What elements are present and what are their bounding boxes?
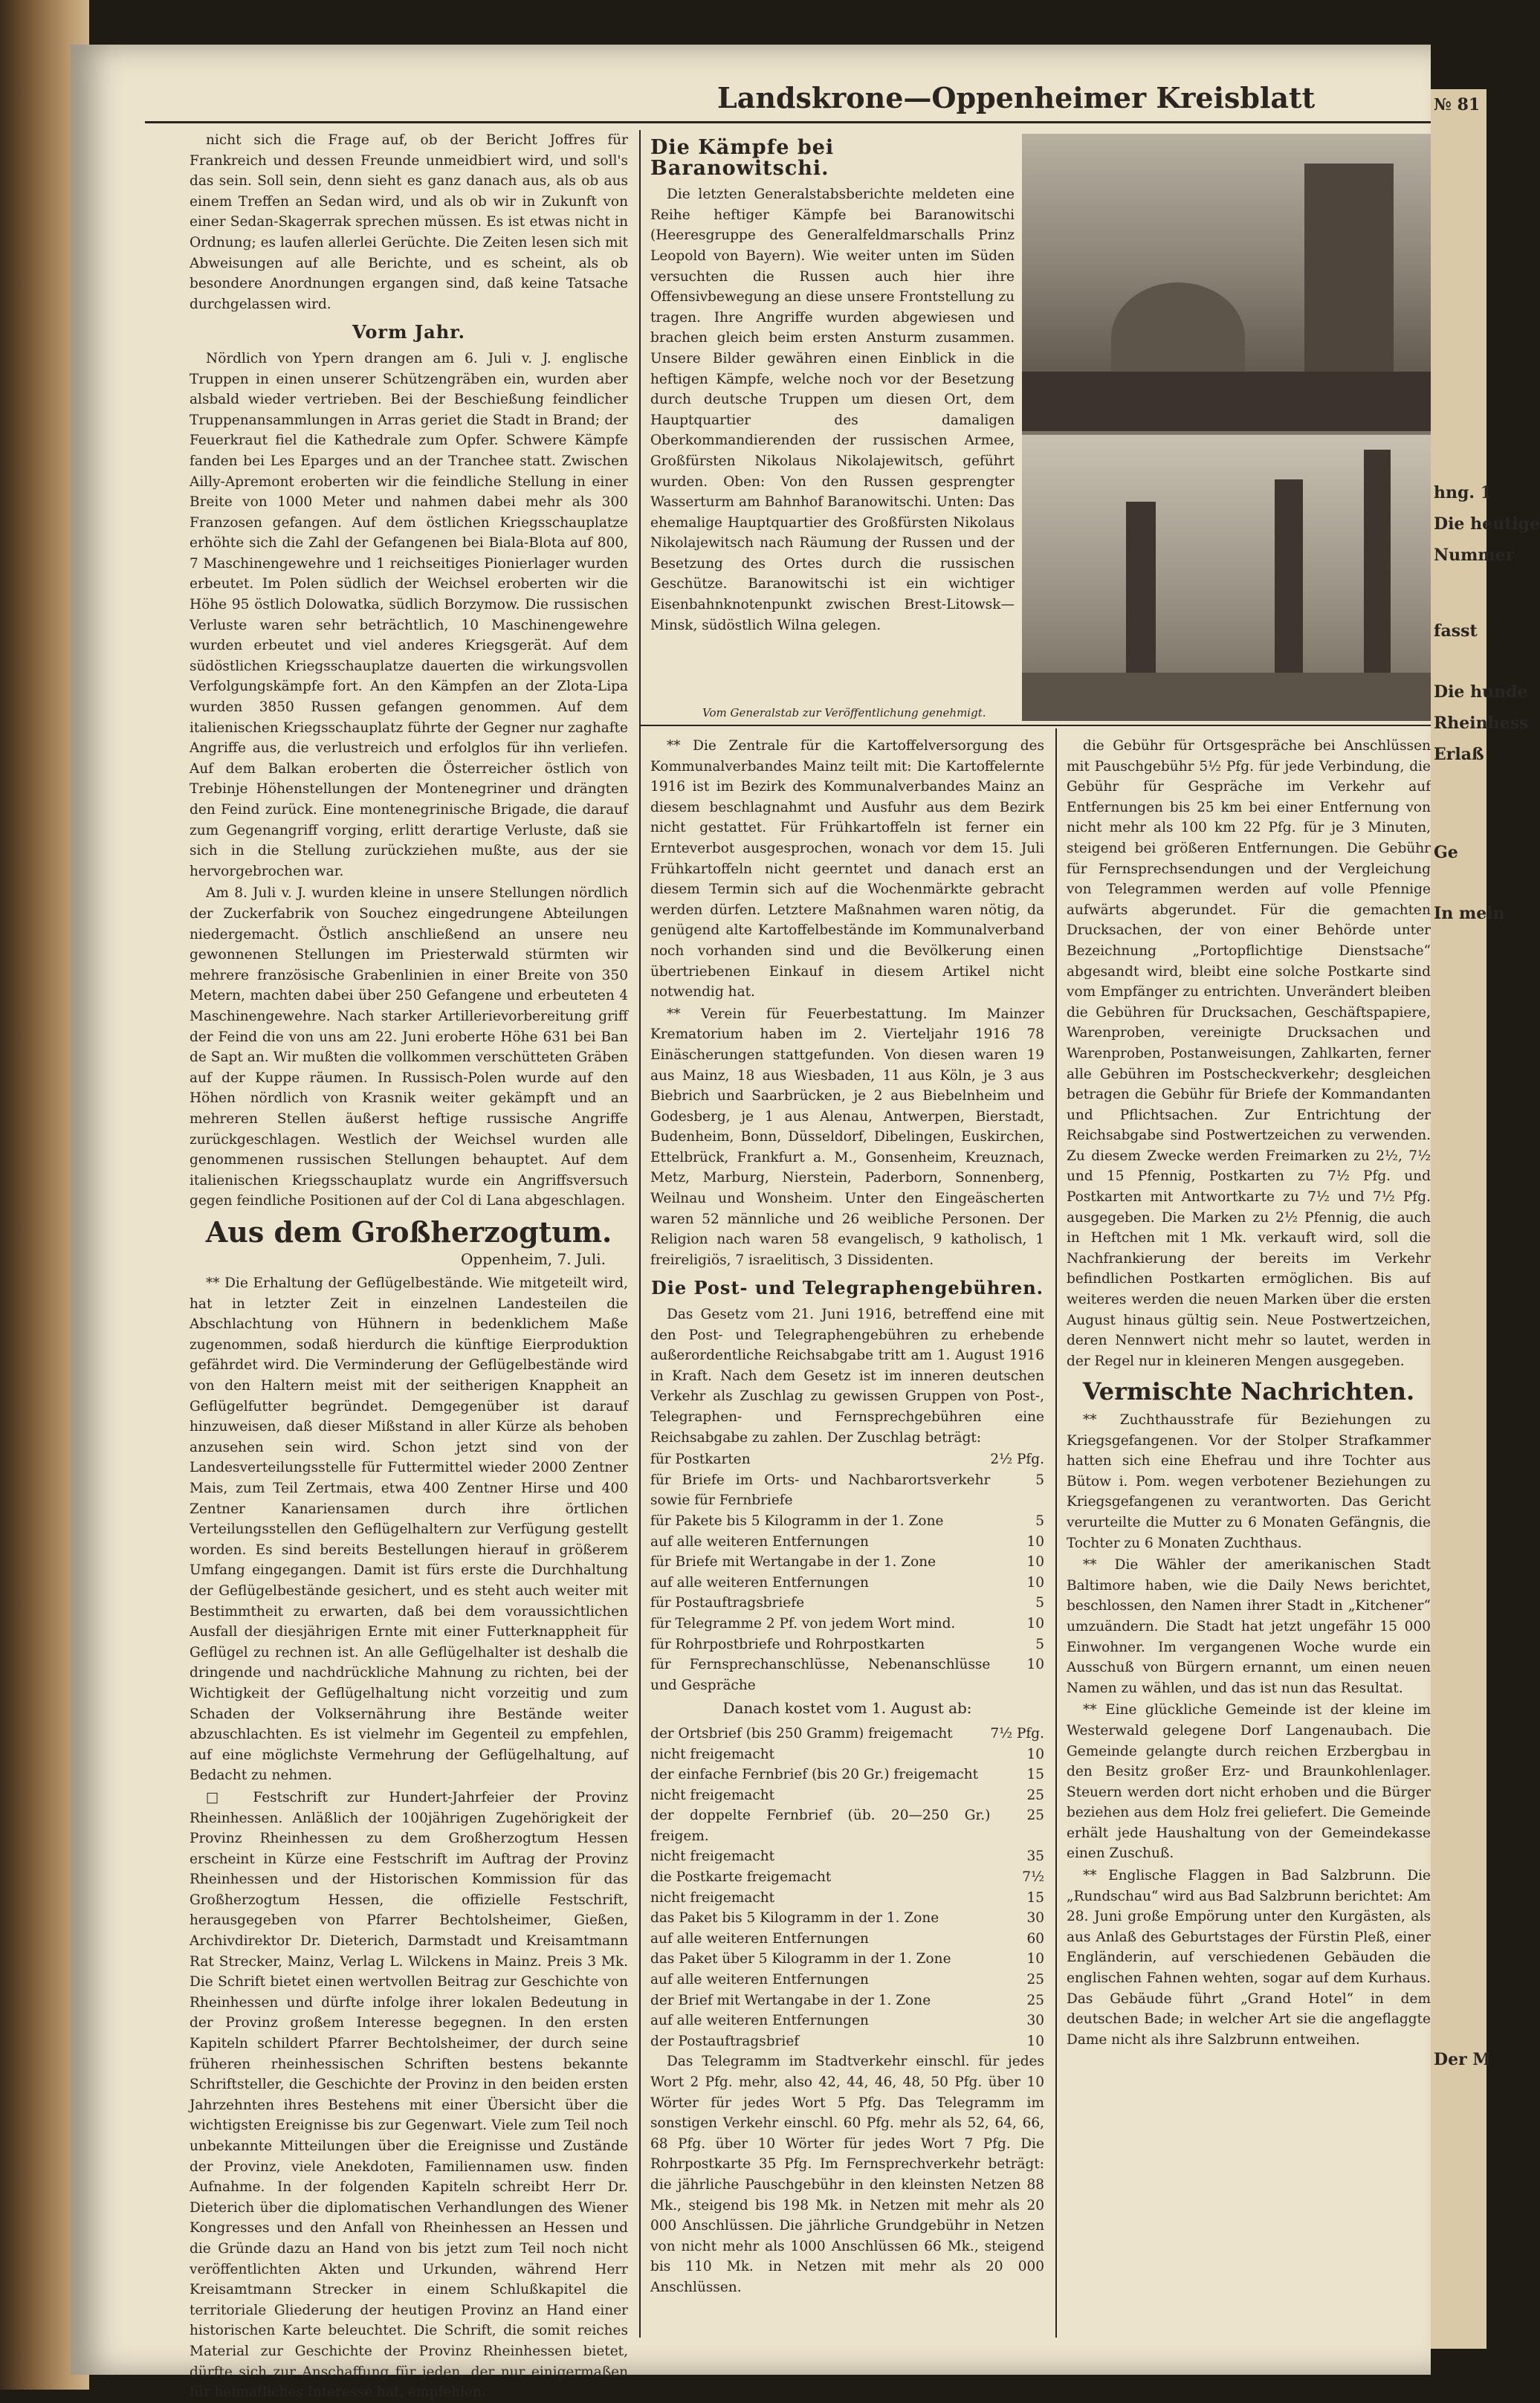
masthead xyxy=(145,78,1431,123)
fee-value: 15 xyxy=(1026,1889,1044,1906)
fee-value: 60 xyxy=(1026,1930,1044,1947)
war-photograph xyxy=(1022,134,1431,721)
fee-row xyxy=(650,1573,1044,1594)
fee-label: für Postkarten xyxy=(650,1452,751,1468)
column-1 xyxy=(190,130,628,2401)
fee-label: nicht freigemacht xyxy=(650,1787,775,1803)
fee-value: 5 xyxy=(1035,1513,1044,1529)
fee-row xyxy=(650,1744,1044,1765)
article-heading-baranowitschi: Die Kämpfe bei Baranowitschi. xyxy=(650,136,835,180)
edge-line: Die heutige xyxy=(1434,514,1540,534)
news-item: ** Englische Flaggen in Bad Salzbrunn. Die „Rundschau“ wird aus Bad Salzbrunn berichtet: Am 28. Juni große Empörung unter den Kurgästen, als aus Anlaß des Geburtstages der Fürstin Pleß, einer Engländerin, auf verschiedenen Gebäuden die englischen Fahnen wehten, sogar auf dem Kurhaus. Das Gebäude führt „Grand Hotel“ in dem deutschen Bade; in welcher Art sie die angeflaggte Dame nicht als ihre Salzbrunn entweihen. xyxy=(1067,1868,1431,2048)
paragraph: die Gebühr für Ortsgespräche bei Anschlüssen mit Pauschgebühr 5½ Pfg. für jede Verbindung, die Gebühr für Gespräche im Verkehr auf Entfernungen bis 25 km bei einer Entfernung von nicht mehr als 100 km 22 Pfg. für je 3 Minuten, steigend bei größeren Entfernungen. Die Gebühr für Fernsprechsendungen und der Vergleichung von Telegrammen werden auf volle Pfennige aufwärts abgerundet. Für die gemachten Drucksachen, der von einer Behörde unter Bezeichnung „Portopflichtige Dienstsache“ abgesandt wird, bleibt eine solche Postkarte sind vom Empfänger zu entrichten. Unverändert bleiben die Gebühren für Drucksachen, Geschäftspapiere, Warenproben, vereinigte Drucksachen und Warenproben, Postanweisungen, Zahlkarten, ferner alle Gebühren im Postscheckverkehr; desgleichen betragen die Gebühr für Briefe der Kommandanten und Pflichtsachen. Zur Entrichtung der Reichsabgabe sind Postwertzeichen zu verwenden. Zu diesem Zwecke werden Freimarken zu 2½, 7½ und 15 Pfennig, Postkarten zu 7½ Pfg. und Postkarten mit Antwortkarte zu 7½ und 7½ Pfg. ausgegeben. Die Marken zu 2½ Pfennig, die auch in Heftchen mit 1 Mk. verkauft wird, soll die Nachfrankierung der bereits im Verkehr befindlichen Postkarten ermöglichen. Bis auf weiteres werden die neuen Marken über die ersten August hinaus gültig sein. Neue Postwertzeichen, deren Nennwert nicht mehr so lautet, werden in der Regel nur in kleineren Mengen ausgegeben. xyxy=(1067,738,1431,1369)
fee-value: 25 xyxy=(1026,1972,1044,1988)
paragraph: ** Die Zentrale für die Kartoffelversorgung des Kommunalverbandes Mainz teilt mit: Die Kartoffelernte 1916 ist im Bezirk des Kommunalverbandes Mainz an diesem beschlagnahmt und Ausfuhr aus dem Bezirk nicht gestattet. Für Frühkartoffeln ist ferner ein Ernteverbot ausgesprochen, wonach vor dem 15. Juli Frühkartoffeln nicht geerntet und danach erst an diesem Termin sich auf die Wochenmärkte gebracht werden dürfen. Letztere Maßnahmen waren nötig, da genügend alte Kartoffelbestände im Kommunalverband noch vorhanden sind und die Bevölkerung einen übertriebenen Einkauf in diesem Artikel nicht notwendig hat. xyxy=(650,738,1044,1000)
fee-label: das Paket über 5 Kilogramm in der 1. Zone xyxy=(650,1951,951,1967)
edge-line: Erlaß xyxy=(1434,745,1484,764)
fee-label: nicht freigemacht xyxy=(650,1849,775,1865)
fee-table-prices xyxy=(650,1724,1044,2052)
fee-row xyxy=(650,1655,1044,1695)
paragraph: Die letzten Generalstabsberichte meldeten eine Reihe heftiger Kämpfe bei Baranowitschi (Heeresgruppe des Generalfeldmarschalls Prinz Leopold von Bayern). Wie weiter unten im Süden versuchten die Russen auch hier ihre Offensivbewegung an diese unsere Frontstellung zu tragen. Ihre Angriffe wurden abgewiesen und brachen gleich beim ersten Ansturm zusammen. Unsere Bilder gewähren einen Einblick in die heftigen Kämpfe, welche noch vor der Besetzung durch deutsche Truppen um diesen Ort, dem Hauptquartier des damaligen Oberkommandierenden der russischen Armee, Großfürsten Nikolaus Nikolajewitsch, geführt wurden. Oben: Von den Russen gesprengter Wasserturm am Bahnhof Baranowitschi. Unten: Das ehemalige Hauptquartier des Großfürsten Nikolaus Nikolajewitsch nach Räumung der Russen und der Besetzung des Ortes durch die russischen Geschütze. Baranowitschi ist ein wichtiger Eisenbahnknotenpunkt zwischen Brest-Litowsk—Minsk, südöstlich Wilna gelegen. xyxy=(650,187,1015,633)
fee-row xyxy=(650,1929,1044,1950)
section-rule xyxy=(639,725,1431,726)
edge-line: Ge xyxy=(1434,843,1458,862)
fee-value: 7½ Pfg. xyxy=(990,1725,1044,1741)
edge-line: fasst xyxy=(1434,621,1478,641)
table-note: Danach kostet vom 1. August ab: xyxy=(722,1699,972,1718)
fee-value: 5 xyxy=(1035,1636,1044,1652)
fee-label: für Telegramme 2 Pf. von jedem Wort mind. xyxy=(650,1615,956,1631)
fee-label: das Paket bis 5 Kilogramm in der 1. Zone xyxy=(650,1910,939,1927)
fee-value: 10 xyxy=(1026,1574,1044,1591)
fee-value: 5 xyxy=(1035,1595,1044,1611)
paragraph: Am 8. Juli v. J. wurden kleine in unsere Stellungen nördlich der Zuckerfabrik von Souchez eingedrungene Abteilungen niedergemacht. Östlich anschließend an unsere neu gewonnenen Stellungen im Priesterwald stürmten wir mehrere französische Grabenlinien in einer Breite von 350 Metern, machten dabei über 250 Gefangene und erbeuteten 4 Maschinengewehre. Nach starker Artillerievorbereitung griff der Feind die von uns am 22. Juni eroberte Höhe 631 bei Ban de Sapt an. Wir mußten die vollkommen verschütteten Gräben auf der Kuppe räumen. In Russisch-Polen wurde auf den Höhen nördlich von Krasnik weiter gekämpft und an mehreren Stellen äußerst heftige russische Angriffe zurückgeschlagen. Westlich der Weichsel wurden alle genommenen russischen Stellungen behauptet. Auf dem italienischen Kriegsschauplatz wurde ein Angriffsversuch gegen feindliche Positionen auf der Col di Lana abgeschlagen. xyxy=(190,885,628,1209)
fee-value: 10 xyxy=(1026,1554,1044,1571)
fee-label: die Postkarte freigemacht xyxy=(650,1869,832,1886)
fee-label: der einfache Fernbrief (bis 20 Gr.) freigemacht xyxy=(650,1767,979,1783)
fee-label: der Ortsbrief (bis 250 Gramm) freigemacht xyxy=(650,1725,953,1741)
fee-row xyxy=(650,2011,1044,2031)
fee-value: 10 xyxy=(1026,1657,1044,1673)
edge-line: hng. 1 xyxy=(1434,483,1492,502)
fee-row xyxy=(650,1888,1044,1909)
fee-row xyxy=(650,1908,1044,1929)
fee-row xyxy=(650,2031,1044,2052)
fee-value: 2½ Pfg. xyxy=(990,1452,1044,1468)
fee-label: für Postauftragsbriefe xyxy=(650,1595,805,1611)
fee-value: 35 xyxy=(1026,1849,1044,1865)
fee-value: 25 xyxy=(1026,1808,1044,1824)
article-continuation: nicht sich die Frage auf, ob der Bericht Joffres für Frankreich und dessen Freunde unmeidbiert wird, und soll's das sein. Soll sein, denn sieht es ganz danach aus, als ob aus einem Treffen an Sedan wird, und als ob wir in Zukunft von einer Sedan-Skagerrak sprechen müssen. Es ist etwas nicht in Ordnung; es laufen allerlei Gerüchte. Die Zeiten lesen sich mit Abweisungen auf alle Berichte, und es scheint, als ob besondere Anordnungen ergangen sind, daß keine Tatsache durchgelassen wird. xyxy=(190,132,628,312)
fee-row xyxy=(650,1449,1044,1470)
edge-line: № 81 xyxy=(1434,95,1481,114)
fee-row xyxy=(650,1532,1044,1553)
edge-line: In mein xyxy=(1434,904,1505,923)
fee-value: 15 xyxy=(1026,1767,1044,1783)
fee-value: 30 xyxy=(1026,2013,1044,2029)
fee-row xyxy=(650,1765,1044,1785)
section-heading-grossherzogtum: Aus dem Großherzogtum. xyxy=(205,1215,612,1249)
fee-value: 7½ xyxy=(1022,1869,1044,1886)
article-heading-postgebuehren: Die Post- und Telegraphengebühren. xyxy=(650,1277,1044,1299)
column-rule xyxy=(1055,728,1057,2338)
edge-line: Rheinhess xyxy=(1434,714,1529,733)
fee-row xyxy=(650,1552,1044,1573)
fee-row xyxy=(650,1867,1044,1888)
news-item: ** Die Wähler der amerikanischen Stadt Baltimore haben, wie die Daily News berichtet, beschlossen, den Namen ihrer Stadt in „Kitchener“ umzuändern. Die Stadt hat jetzt ungefähr 15 000 Einwohner. Im vergangenen Woche wurde ein Ausschuß von Bürgern ernannt, um einen neuen Namen zu wählen, und das ist nun das Resultat. xyxy=(1067,1557,1431,1696)
fee-row xyxy=(650,1614,1044,1634)
adjacent-page-edge xyxy=(1431,89,1540,2349)
fee-value: 10 xyxy=(1026,1533,1044,1550)
fee-row xyxy=(650,1593,1044,1614)
paragraph: Das Gesetz vom 21. Juni 1916, betreffend eine mit den Post- und Telegraphengebühren zu erhebende außerordentliche Reichsabgabe tritt am 1. August 1916 in Kraft. Nach dem Gesetz ist im inneren deutschen Verkehr als Zuschlag zu gewissen Gruppen von Post-, Telegraphen- und Fernsprechgebühren eine Reichsabgabe zu zahlen. Der Zuschlag beträgt: xyxy=(650,1307,1044,1446)
column-3 xyxy=(650,736,1044,2330)
fee-label: für Rohrpostbriefe und Rohrpostkarten xyxy=(650,1636,925,1652)
fee-value: 10 xyxy=(1026,1615,1044,1631)
fee-value: 10 xyxy=(1026,1746,1044,1762)
column-2 xyxy=(650,130,1015,702)
fee-label: der doppelte Fernbrief (üb. 20—250 Gr.) freigem. xyxy=(650,1808,991,1844)
fee-value: 10 xyxy=(1026,2033,1044,2049)
newspaper-page xyxy=(71,45,1431,2401)
fee-value: 30 xyxy=(1026,1910,1044,1927)
edge-line: Der M xyxy=(1434,2050,1491,2069)
fee-row xyxy=(650,1805,1044,1846)
fee-row xyxy=(650,1846,1044,1867)
column-4 xyxy=(1067,736,1431,2330)
fee-label: nicht freigemacht xyxy=(650,1746,775,1762)
fee-row xyxy=(650,1949,1044,1970)
fee-row xyxy=(650,1470,1044,1511)
fee-label: auf alle weiteren Entfernungen xyxy=(650,1972,869,1988)
fee-label: für Fernsprechanschlüsse, Nebenanschlüsse und Gespräche xyxy=(650,1657,991,1693)
paragraph: □ Festschrift zur Hundert-Jahrfeier der Provinz Rheinhessen. Anläßlich der 100jährigen Zugehörigkeit der Provinz Rheinhessen zu dem Großherzogtum Hessen erscheint in Kürze eine Festschrift im Auftrag der Provinz Rheinhessen und der Historischen Kommission für das Großherzogtum Hessen, die offizielle Festschrift, herausgegeben von Pfarrer Bechtolsheimer, Gießen, Archivdirektor Dr. Dieterich, Darmstadt und Kreisamtmann Rat Strecker, Mainz, Verlag L. Wilckens in Mainz. Preis 3 Mk. Die Schrift bietet einen wertvollen Beitrag zur Geschichte von Rheinhessen und dürfte infolge ihrer lokalen Bedeutung in der Provinz großem Interesse begegnen. In den ersten Kapiteln schildert Pfarrer Bechtolsheimer, der durch seine früheren rheinhessischen Schriften bestens bekannte Schriftsteller, die Geschichte der Provinz in den beiden ersten Jahrzehnten ihres Bestehens mit einer Übersicht über die wichtigsten Ereignisse bis zur Gegenwart. Viele zum Teil noch unbekannte Mitteilungen über die Ereignisse und Zustände der Provinz, viele Anekdoten, Familiennamen usw. finden Aufnahme. In der folgenden Kapiteln schreibt Herr Dr. Dieterich über die diplomatischen Verhandlungen des Wiener Kongresses und den Anfall von Rheinhessen an Hessen und die Gründe dazu an Hand von bis jetzt zum Teil noch nicht veröffentlichten Akten und Urkunden, während Herr Kreisamtmann Strecker in einem Schlußkapitel die territoriale Gliederung der heutigen Provinz an Hand einer historischen Karte beleuchtet. Die Schrift, die somit reiches Material zur Geschichte der Provinz Rheinhessen bietet, dürfte sich zur Anschaffung für jeden, der nur einigermaßen für heimatliches Interesse hat, empfehlen. xyxy=(190,1789,628,2401)
fee-row xyxy=(650,1511,1044,1532)
fee-value: 5 xyxy=(1035,1472,1044,1488)
fee-label: für Briefe im Orts- und Nachbarortsverkehr sowie für Fernbriefe xyxy=(650,1472,991,1509)
fee-label: auf alle weiteren Entfernungen xyxy=(650,1574,869,1591)
fee-row xyxy=(650,1724,1044,1744)
fee-label: nicht freigemacht xyxy=(650,1889,775,1906)
photo-water-tower xyxy=(1022,134,1431,431)
fee-value: 25 xyxy=(1026,1787,1044,1803)
fee-row xyxy=(650,1634,1044,1655)
edge-line: Nummer xyxy=(1434,546,1515,565)
fee-label: für Briefe mit Wertangabe in der 1. Zone xyxy=(650,1554,936,1571)
fee-value: 10 xyxy=(1026,1951,1044,1967)
section-heading-vermischte: Vermischte Nachrichten. xyxy=(1082,1377,1415,1406)
column-rule xyxy=(639,130,641,2338)
fee-table-surcharge xyxy=(650,1449,1044,1695)
photo-caption: Vom Generalstab zur Veröffentlichung genehmigt. xyxy=(702,706,986,719)
fee-value: 25 xyxy=(1026,1992,1044,2008)
paragraph: ** Die Erhaltung der Geflügelbestände. Wie mitgeteilt wird, hat in letzter Zeit in einzelnen Landesteilen die Abschlachtung von Hühnern in bedenklichem Maße zugenommen, sodaß hierdurch die künftige Eierproduktion gefährdet wird. Die Verminderung der Geflügelbestände wird von den Haltern meist mit der seitherigen Knappheit an Geflügelfutter begründet. Demgegenüber ist darauf hinzuweisen, daß dieser Mißstand in aller Kürze als behoben anzusehen sein wird. Schon jetzt sind von der Landesverteilungsstelle für Futtermittel wieder 2000 Zentner Mais, zum Teil Zertmais, etwa 400 Zentner Hirse und 400 Zentner Kanariensamen durch ihre örtlichen Verteilungsstellen den Geflügelhaltern zur Verfügung gestellt worden. Es sind bereits Bestellungen hierauf in größerem Umfang eingegangen. Damit ist fürs erste die Durchhaltung der Geflügelbestände gesichert, und es steht auch weiter mit Bestimmtheit zu erwarten, daß bei dem voraussichtlichen Ausfall der diesjährigen Ernte mit einer Futterknappheit für Geflügel zu rechnen ist. An alle Geflügelhalter ist deshalb die dringende und nachdrückliche Mahnung zu richten, bei der Wichtigkeit der Geflügelhaltung nicht vorzeitig und zum Schaden der Volksernährung ihre Bestände weiter abzuschlachten. Es ist vielmehr im Gegenteil zu empfehlen, auf eine möglichste Vermehrung der Geflügelhaltung, auf Bedacht zu nehmen. xyxy=(190,1275,628,1784)
paragraph: Das Telegramm im Stadtverkehr einschl. für jedes Wort 2 Pfg. mehr, also 42, 44, 46, 48, 50 Pfg. über 10 Wörter für jedes Wort 5 Pfg. Das Telegramm im sonstigen Verkehr einschl. 60 Pfg. mehr als 52, 64, 66, 68 Pfg. über 10 Wörter für jedes Wort 7 Pfg. Die Rohrpostkarte 35 Pfg. Im Fernsprechverkehr beträgt: die jährliche Pauschgebühr in den kleinsten Netzen 88 Mk., steigend bis 198 Mk. in Netzen mit mehr als 20 000 Anschlüssen. Die jährliche Grundgebühr in Netzen von nicht mehr als 1000 Anschlüssen 66 Mk., steigend bis 110 Mk. in Netzen mit mehr als 20 000 Anschlüssen. xyxy=(650,2054,1044,2295)
newspaper-title: Landskrone—Oppenheimer Kreisblatt xyxy=(717,81,1316,114)
news-item: ** Zuchthausstrafe für Beziehungen zu Kriegsgefangenen. Vor der Stolper Strafkammer hatten sich eine Ehefrau und ihre Tochter aus Bütow i. Pom. wegen verbotener Beziehungen zu Kriegsgefangenen zu verantworten. Das Gericht verurteilte die Mutter zu 6 Monaten Gefängnis, die Tochter zu 6 Monaten Zuchthaus. xyxy=(1067,1412,1431,1551)
fee-label: auf alle weiteren Entfernungen xyxy=(650,1930,869,1947)
fee-label: auf alle weiteren Entfernungen xyxy=(650,2013,869,2029)
fee-row xyxy=(650,1785,1044,1806)
fee-label: der Brief mit Wertangabe in der 1. Zone xyxy=(650,1992,931,2008)
edge-line: Die hunde xyxy=(1434,682,1528,702)
photo-headquarters xyxy=(1022,435,1431,721)
fee-row xyxy=(650,1990,1044,2011)
section-heading-vorm-jahr: Vorm Jahr. xyxy=(352,321,465,343)
paragraph: ** Verein für Feuerbestattung. Im Mainzer Krematorium haben im 2. Vierteljahr 1916 78 Einäscherungen stattgefunden. Von diesen waren 19 aus Mainz, 18 aus Wiesbaden, 11 aus Köln, je 3 aus Biebrich und Saarbrücken, je 2 aus Biebelnheim und Godesberg, je 1 aus Alenau, Antwerpen, Bierstadt, Budenheim, Bonn, Düsseldorf, Dibelingen, Euskirchen, Ettelbrück, Frankfurt a. M., Gonsenheim, Kreuznach, Metz, Marburg, Nierstein, Paderborn, Sonnenberg, Weilnau und Wonsheim. Unter den Eingeäscherten waren 52 männliche und 26 weibliche Personen. Der Religion nach waren 58 evangelisch, 9 katholisch, 1 freireligiös, 7 israelitisch, 3 Dissidenten. xyxy=(650,1006,1044,1268)
fee-label: auf alle weiteren Entfernungen xyxy=(650,1533,869,1550)
news-item: ** Eine glückliche Gemeinde ist der kleine im Westerwald gelegene Dorf Langenaubach. Die Gemeinde gelangte durch reichen Erzbergbau in den Besitz großer Erz- und Braunkohlenlager. Steuern werden dort nicht erhoben und die Bürger beziehen aus dem Holz frei geliefert. Die Gemeinde erhält jede Haushaltung von der Gemeindekasse einen Zuschuß. xyxy=(1067,1702,1431,1862)
fee-label: für Pakete bis 5 Kilogramm in der 1. Zone xyxy=(650,1513,944,1529)
fee-row xyxy=(650,1970,1044,1990)
fee-label: der Postauftragsbrief xyxy=(650,2033,800,2049)
paragraph: Nördlich von Ypern drangen am 6. Juli v. J. englische Truppen in einen unserer Schützengräben ein, wurden aber alsbald wieder vertrieben. Bei der Beschießung feindlicher Truppenansammlungen in Arras geriet die Stadt in Brand; der Feuerkraut fiel die Kathedrale zum Opfer. Schwere Kämpfe fanden bei Les Eparges und an der Tranchee statt. Zwischen Ailly-Apremont eroberten wir die feindliche Stellung in einer Breite von 1000 Meter und nahmen dabei mehr als 300 Franzosen gefangen. Auf dem östlichen Kriegsschauplatze erhöhte sich die Zahl der Gefangenen bei Biala-Blota auf 800, 7 Maschinengewehre und 1 reichseitiges Pionierlager wurden erbeutet. Im Polen südlich der Weichsel eroberten wir die Höhe 95 östlich Dolowatka, südlich Borzymow. Die russischen Verluste waren sehr beträchtlich, 10 Maschinengewehre wurden erbeutet und viel anderes Kriegsgerät. Auf dem südöstlichen Kriegsschauplatze dauerten die wirkungsvollen Verfolgungskämpfe fort. An den Kämpfen an der Zlota-Lipa wurden 3850 Russen gefangen genommen. Auf dem italienischen Kriegsschauplatz führte der Gegner nur zaghafte Angriffe aus, die verlustreich und erfolglos für ihn verliefen. Auf dem Balkan eroberten die Österreicher östlich von Trebinje Höhenstellungen der Montenegriner und drängten den Feind zurück. Eine montenegrinische Brigade, die darauf zum Gegenangriff vorging, erlitt derartige Verluste, daß sie sich in die Stellung zurückziehen mußte, aus der sie hervorgebrochen war. xyxy=(190,350,628,879)
dateline: Oppenheim, 7. Juli. xyxy=(461,1250,606,1269)
